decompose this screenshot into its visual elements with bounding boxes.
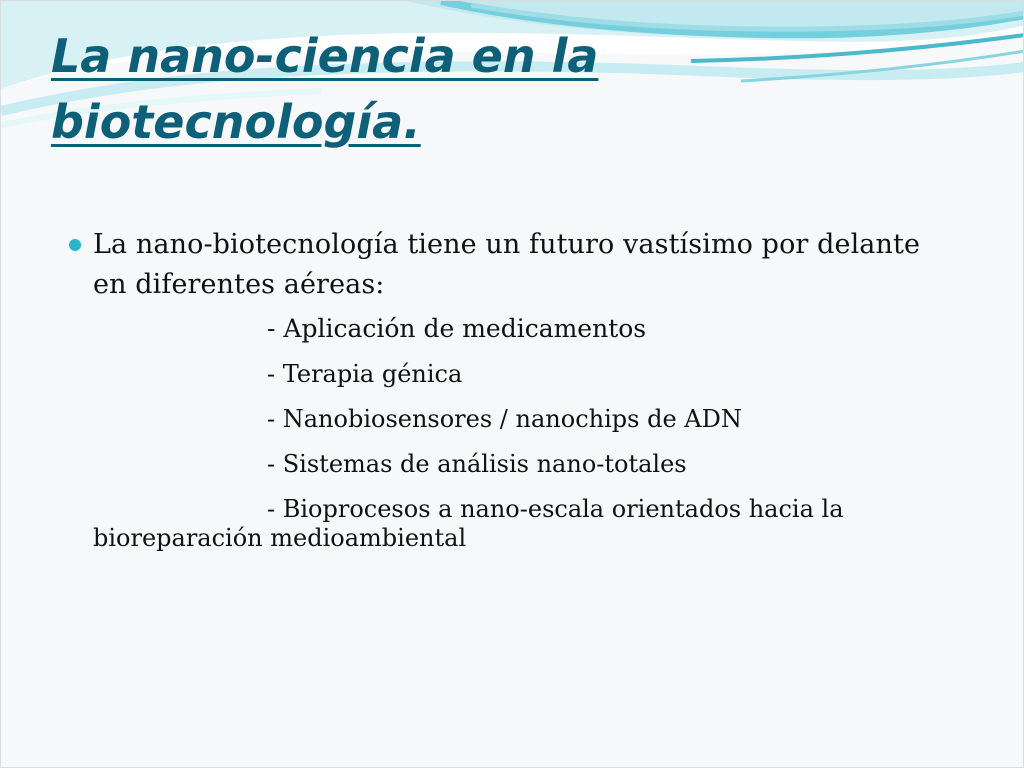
sub-item-medicamentos: - Aplicación de medicamentos <box>267 314 647 343</box>
sub-item-bioprocesos: - Bioprocesos a nano-escala orientados hacia la <box>267 495 844 523</box>
sub-item-terapia-genica: - Terapia génica <box>267 360 463 388</box>
bullet-dot-icon <box>69 239 81 251</box>
sub-item-nanobiosensores: - Nanobiosensores / nanochips de ADN <box>267 405 742 433</box>
sub-items-list <box>61 315 961 555</box>
slide-title: La nano-ciencia en la biotecnología. <box>51 29 599 149</box>
sub-item-sistemas-analisis: - Sistemas de análisis nano-totales <box>267 450 687 478</box>
sub-item-bioprocesos-continuation: bioreparación medioambiental <box>93 524 467 552</box>
bullet-text: La nano-biotecnología tiene un futuro vastísimo por delante en diferentes aéreas: <box>93 229 921 300</box>
bullet-item <box>61 225 961 305</box>
slide-content <box>61 225 961 555</box>
